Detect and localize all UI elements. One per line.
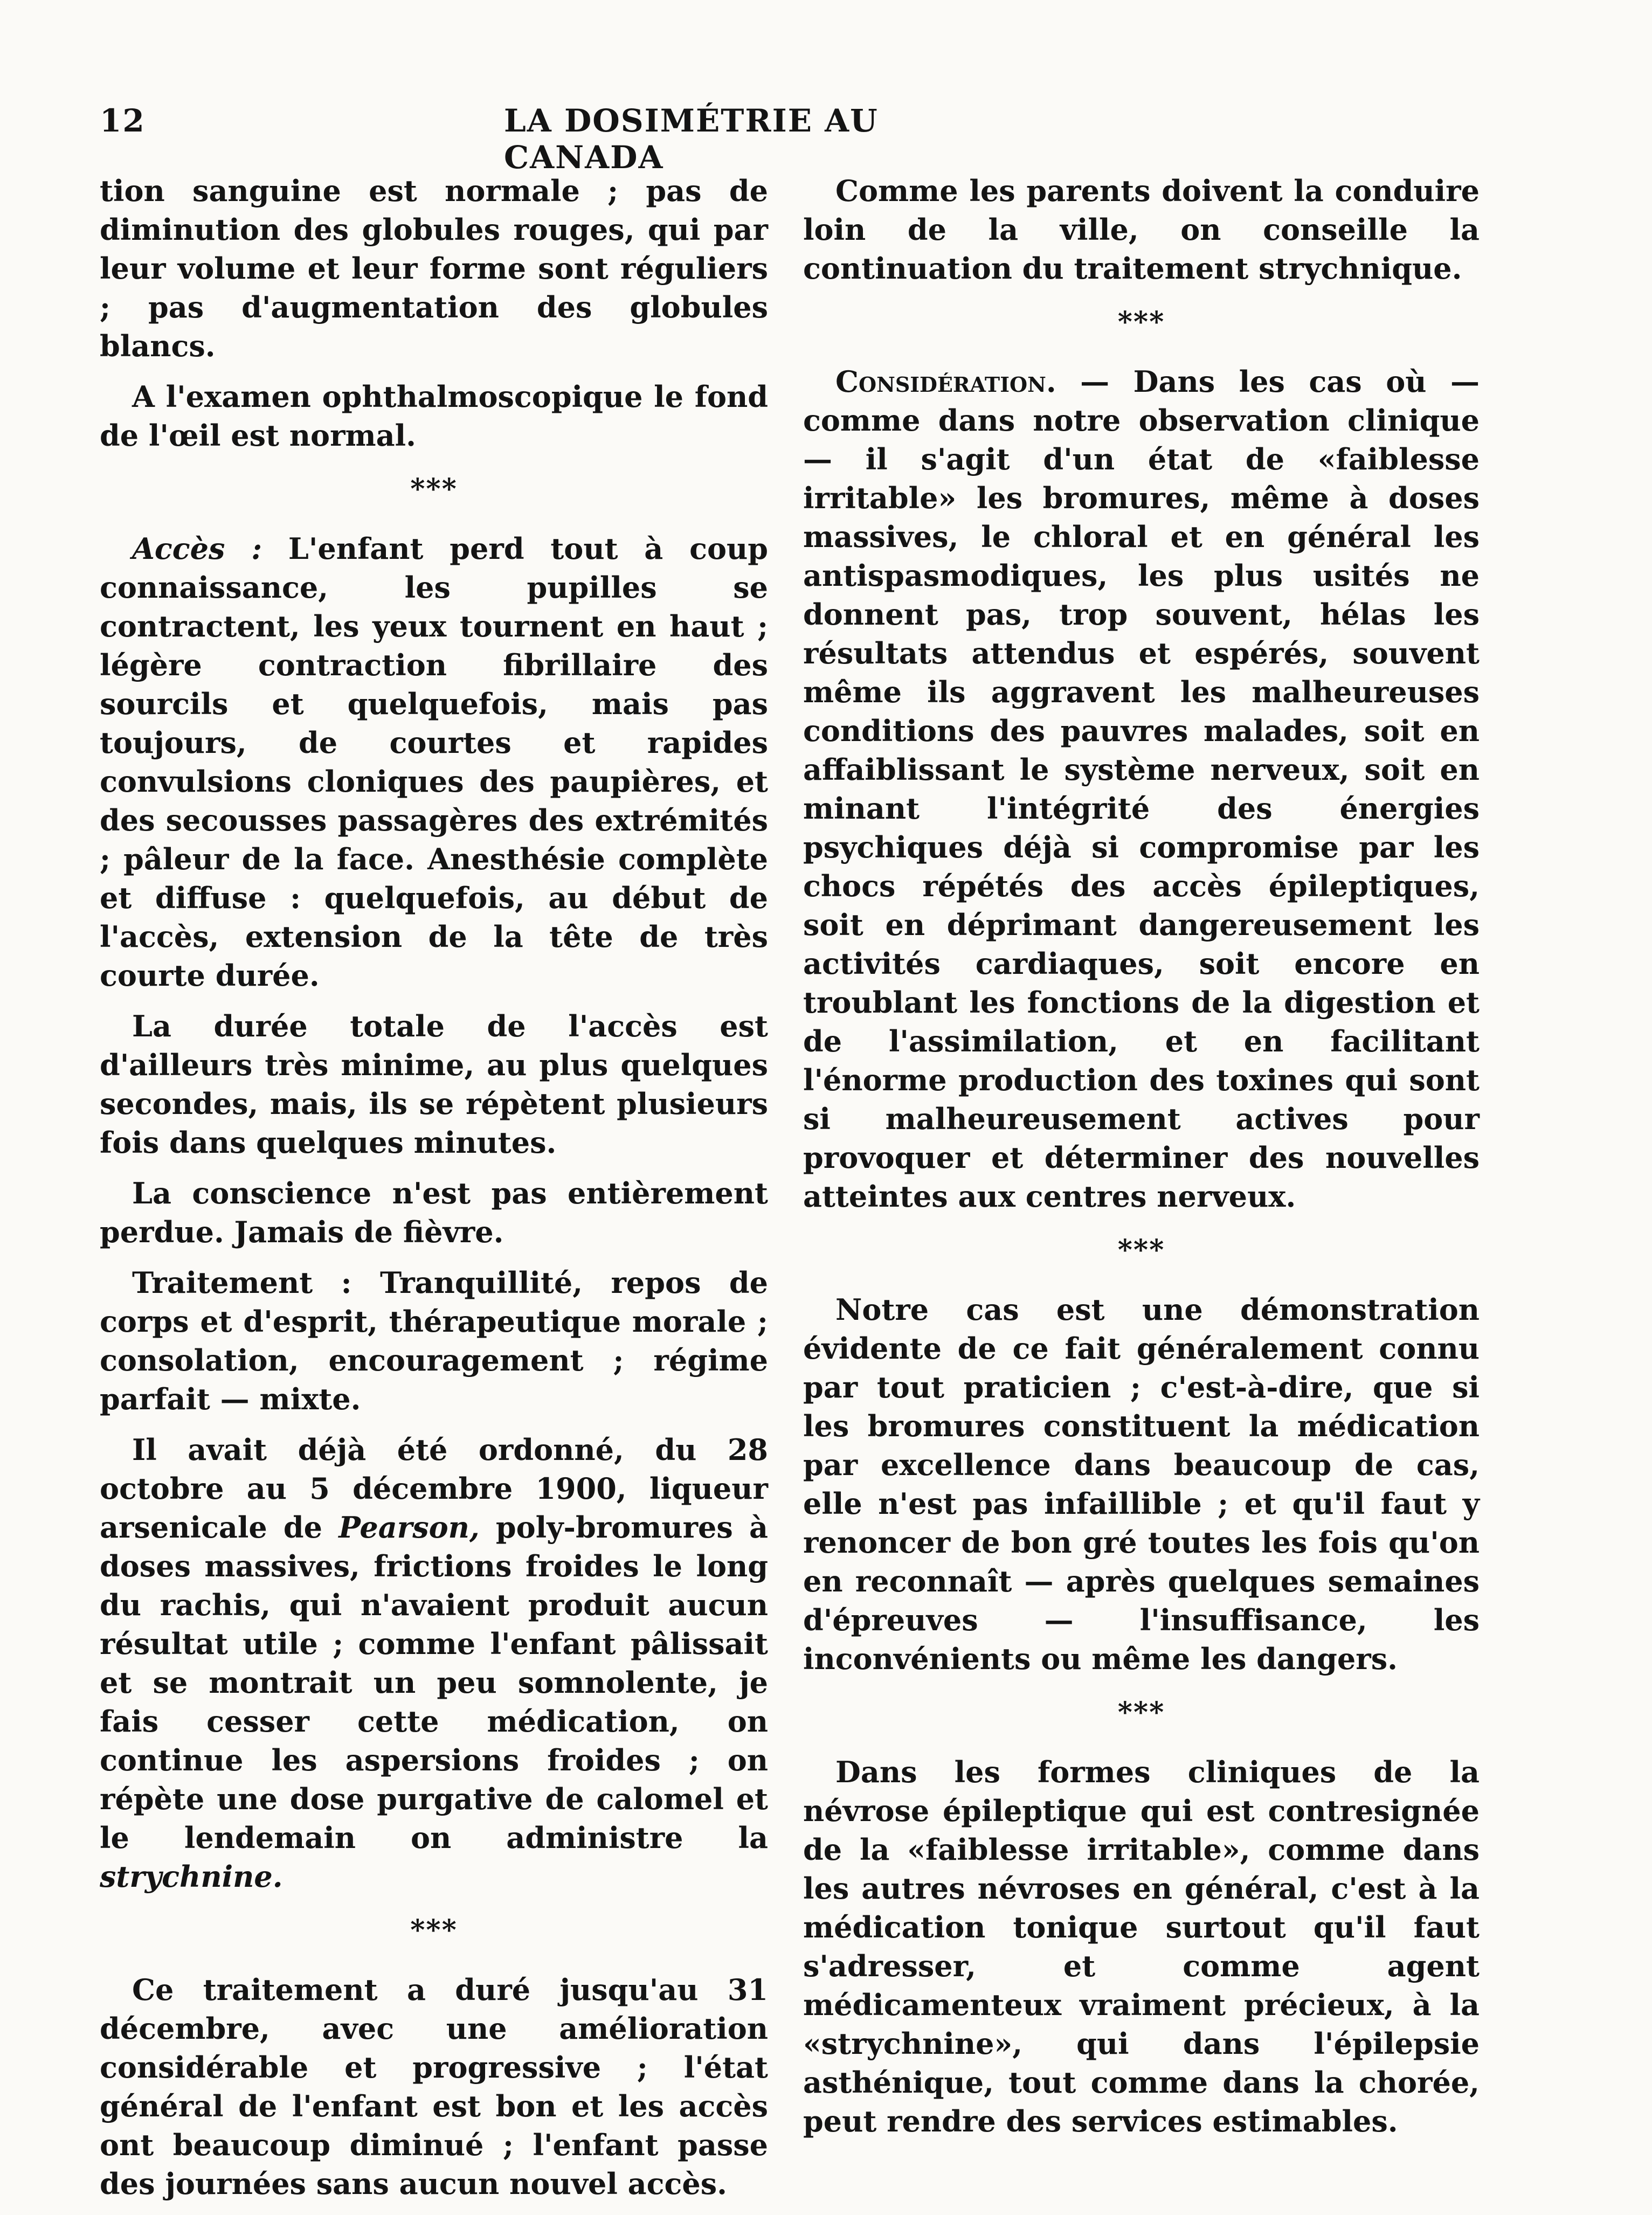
right-column (803, 171, 1480, 2152)
paragraph-text: Il avait déjà été ordonné, du 28 octobre au 5 décembre 1900, liqueur arsenicale de (100, 1432, 768, 1545)
asterism: *** (1117, 1696, 1165, 1729)
left-column (100, 171, 768, 2215)
paragraph (100, 529, 768, 995)
paragraph-text: — Dans les cas où — comme dans notre observation clinique — il s'agit d'un état de «faiblesse irritable» les bromures, même à doses massives, le chloral et en général les antispasmodiques, les plus usités ne donnent pas, trop souvent, hélas les résultats attendus et espérés, souvent même ils aggravent les malheureuses conditions des pauvres malades, soit en affaiblissant le système nerveux, soit en minant l'intégrité des énergies psychiques déjà si compromise par les chocs répétés des accès épileptiques, soit en déprimant dangereusement les activités cardiaques, soit encore en troublant les fonctions de la digestion et de l'assimilation, et en facilitant l'énorme production des toxines qui sont si malheureusement actives pour provoquer et déterminer des nouvelles atteintes aux centres nerveux. (803, 364, 1480, 1214)
section-separator (100, 1914, 768, 1947)
section-separator (803, 1697, 1480, 1729)
section-label: Considération. (835, 364, 1056, 399)
paragraph-label: Accès : (132, 531, 262, 566)
running-title: LA DOSIMÉTRIE AU CANADA (504, 102, 879, 176)
paragraph: Traitement : Tranquillité, repos de corps et d'esprit, thérapeutique morale ; consolation, encouragement ; régime parfait — mixte. (100, 1265, 768, 1416)
italic-drug: strychnine. (100, 1859, 283, 1894)
paragraph (100, 1430, 768, 1896)
paragraph-text: L'enfant perd tout à coup connaissance, les pupilles se contractent, les yeux tournent en haut ; légère contraction fibrillaire des sourcils et quelquefois, mais pas toujours, de courtes et rapides convulsions cloniques des paupières, et des secousses passagères des extrémités ; pâleur de la face. Anesthésie complète et diffuse : quelquefois, au début de l'accès, extension de la tête de très courte durée. (100, 531, 768, 993)
paragraph (803, 362, 1480, 1216)
paragraph: A l'examen ophthalmoscopique le fond de l'œil est normal. (100, 379, 768, 453)
paragraph: tion sanguine est normale ; pas de diminution des globules rouges, qui par leur volume et leur forme sont réguliers ; pas d'augmentation des globules blancs. (100, 174, 768, 363)
page-header (100, 97, 1038, 176)
section-separator (100, 473, 768, 506)
page-number: 12 (100, 102, 146, 139)
paragraph: Ce traitement a duré jusqu'au 31 décembre, avec une amélioration considérable et progressive ; l'état général de l'enfant est bon et les accès ont beaucoup diminué ; l'enfant passe des journées sans aucun nouvel accès. (100, 1972, 768, 2201)
paragraph: Comme les parents doivent la conduire loin de la ville, on conseille la continuation du traitement strychnique. (803, 174, 1480, 286)
italic-name: Pearson, (338, 1510, 480, 1545)
section-separator (803, 1234, 1480, 1266)
section-separator (803, 306, 1480, 338)
asterism: *** (410, 1914, 458, 1947)
paragraph: La conscience n'est pas entièrement perdue. Jamais de fièvre. (100, 1176, 768, 1249)
asterism: *** (410, 473, 458, 506)
paragraph: La durée totale de l'accès est d'ailleurs très minime, au plus quelques secondes, mais, ils se répètent plusieurs fois dans quelques minutes. (100, 1009, 768, 1160)
asterism: *** (1117, 306, 1165, 338)
asterism: *** (1117, 1234, 1165, 1266)
paragraph-text: poly-bromures à doses massives, frictions froides le long du rachis, qui n'avaient produit aucun résultat utile ; comme l'enfant pâlissait et se montrait un peu somnolente, je fais cesser cette médication, on continue les aspersions froides ; on répète une dose purgative de calomel et le lendemain on administre la (100, 1510, 768, 1855)
paragraph: Dans les formes cliniques de la névrose épileptique qui est contresignée de la «faiblesse irritable», comme dans les autres névroses en général, c'est à la médication tonique surtout qu'il faut s'adresser, et comme agent médicamenteux vraiment précieux, à la «strychnine», qui dans l'épilepsie asthénique, tout comme dans la chorée, peut rendre des services estimables. (803, 1755, 1480, 2138)
paragraph: Notre cas est une démonstration évidente de ce fait généralement connu par tout praticien ; c'est-à-dire, que si les bromures constituent la médication par excellence dans beaucoup de cas, elle n'est pas infaillible ; et qu'il faut y renoncer de bon gré toutes les fois qu'on en reconnaît — après quelques semaines d'épreuves — l'insuffisance, les inconvénients ou même les dangers. (803, 1292, 1480, 1676)
